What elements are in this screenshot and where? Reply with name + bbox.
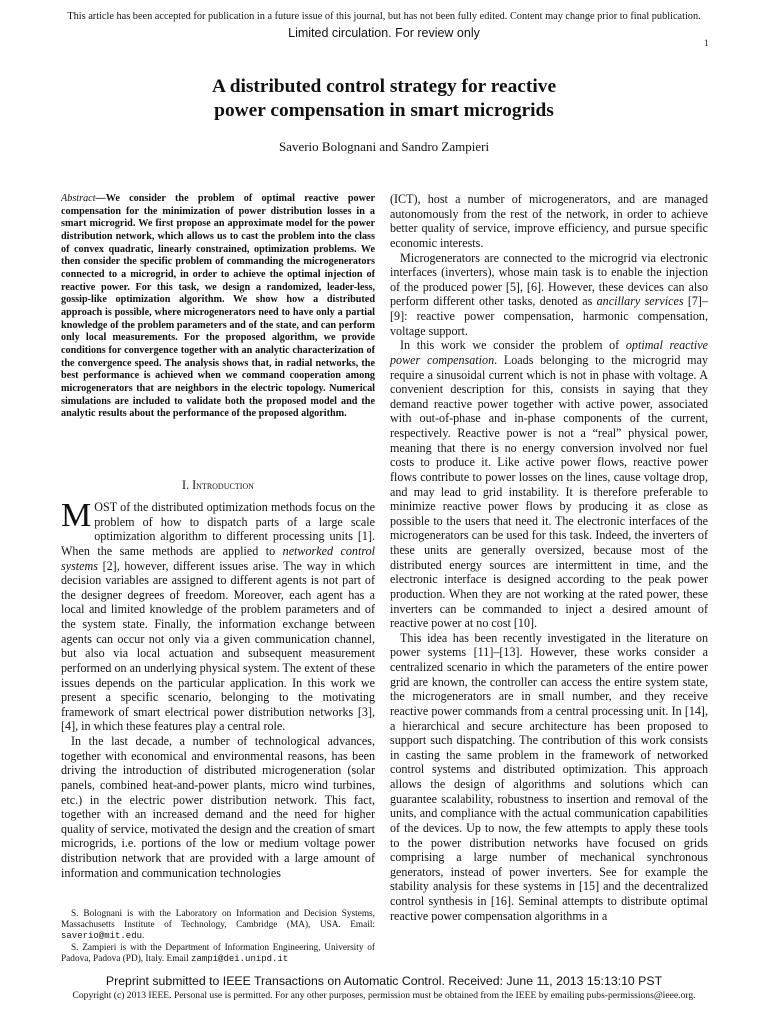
footnote-1-end: . [142,931,145,942]
intro-p4-text-b: [7]–[9]: reactive power compensation, harmonic compensation, voltage support. [390,294,709,338]
preprint-notice: Preprint submitted to IEEE Transactions on Automatic Control. Received: June 11, 2013 15:13:10 PST [105,974,663,988]
abstract-label: Abstract [61,193,96,204]
intro-paragraph-4 [390,251,708,339]
intro-p1-text-b: [2], however, different issues arise. The way in which decision variables are assigned to different agents is not part of the designer degrees of freedom. Moreover, each agent has a local and limited knowledge of the problem parameters and of the system state. Finally, the information exchange between agents can occur not only via a given communication channel, but also via local actuation and subsequent measurement performed on an underlying physical system. The extent of these issues depends on the particular application. In this work we present a specific scenario, belonging to the motivating framework of smart electrical power distribution networks [3], [4], in which these features play a central role. [61,558,375,734]
title-line-1: A distributed control strategy for reactive [211,76,557,97]
intro-paragraph-3: (ICT), host a number of microgenerators, and are managed autonomously from the rest of the network, in order to achieve better quality of service, improve efficiency, and pursue specific economic interests. [390,192,708,250]
intro-paragraph-1 [61,497,375,734]
intro-paragraph-5 [390,338,708,631]
section-title: Introduction [192,478,254,492]
introduction-right-column [390,192,708,923]
copyright-notice: Copyright (c) 2013 IEEE. Personal use is permitted. For any other purposes, permission must be obtained from the IEEE by emailing pubs-permissions@ieee.org. [72,990,696,1001]
publication-note: This article has been accepted for publication in a future issue of this journal, but has not been fully edited. Content may change prior to final publication. [67,11,701,22]
intro-paragraph-6: This idea has been recently investigated in the literature on power systems [11]–[13]. However, these works consider a centralized scenario in which the parameters of the entire power grid are known, the controller can access the entire system state, the microgenerators are in small number, and they receive reactive power commands from a central processing unit. In [14], a hierarchical and secure architecture has been proposed to support such dispatching. The contribution of this work consists in casting the same problem in the framework of networked control systems and distributed optimization. This approach allows the design of algorithms and solutions which can guarantee scalability, robustness to insertion and removal of the units, and compliance with the actual communication capabilities of the devices. Up to now, the few attempts to apply these tools to the power distribution networks have focused on grids comprising a large number of mechanical synchronous generators, instead of power inverters. See for example the stability analysis for these systems in [15] and the decentralized control synthesis in [16]. Seminal attempts to distribute optimal reactive power compensation algorithms in a [390,630,708,923]
page-number: 1 [704,38,709,48]
author-footnotes [61,909,375,965]
title-line-2: power compensation in smart microgrids [214,100,554,121]
emphasis-networked-control-systems: networked control systems [61,543,375,573]
section-heading-introduction [61,478,375,493]
intro-p5-text-b: . Loads belonging to the microgrid may require a sinusoidal current which is not in phase with voltage. A convenient description for this, consists in saying that they demand reactive power together with active power, associated with out-of-phase and in-phase components of the current, respectively. Reactive power is not a “real” physical power, meaning that there is no energy conversion involved nor fuel costs to produce it. Like active power flows, reactive power flows contribute to power losses on the lines, cause voltage drop, and may lead to grid instability. It is therefore preferable to minimize reactive power flows by producing it as close as possible to the users that need it. The electronic interfaces of the microgenerators can be used for this task. Indeed, the inverters of these units are generally oversized, because most of the distributed energy sources are intermittent in time, and the electronic interface is designed according to the peak power production. When they are not working at the rated power, these inverters can be commanded to inject a desired amount of reactive power at no cost [10]. [390,352,708,631]
circulation-notice: Limited circulation. For review only [288,26,480,40]
section-number: I. [182,478,193,492]
email-bolognani[interactable]: saverio@mit.edu [61,931,143,942]
abstract-text: —We consider the problem of optimal reactive power compensation for the minimization of power distribution losses in a smart microgrid. We first propose an approximate model for the power distribution network, which allows us to cast the problem into the class of convex quadratic, linearly constrained, optimization problems. We then consider the specific problem of commanding the microgenerators connected to a microgrid, in order to achieve the optimal injection of reactive power. For this task, we design a randomized, leader-less, gossip-like optimization algorithm. We show how a distributed approach is possible, where microgenerators need to have only a partial knowledge of the problem parameters and of the state, and can perform only local measurements. For the proposed algorithm, we provide conditions for convergence together with an analytic characterization of the convergence speed. The analysis shows that, in radial networks, the best performance is achieved when we command cooperation among microgenerators that are neighbors in the electric topology. Numerical simulations are included to validate both the proposed model and the analytic results about the performance of the proposed algorithm. [61,193,375,420]
intro-paragraph-2: In the last decade, a number of technological advances, together with economical and environmental reasons, has been driving the introduction of distributed microgeneration (solar panels, combined heat-and-power plants, micro wind turbines, etc.) in the electric power distribution network. This fact, together with an increased demand and the need for higher quality of service, motivated the design and the creation of smart microgrids, i.e. portions of the low or medium voltage power distribution network that are provided with a large amount of information and communication technologies [61,734,376,880]
footnote-zampieri [61,943,375,965]
footnote-2-text: S. Zampieri is with the Department of Information Engineering, University of Padova, Padova (PD), Italy. Email [61,942,375,964]
footnote-1-text: S. Bolognani is with the Laboratory on Information and Decision Systems, Massachusetts Institute of Technology, Cambridge (MA), USA. Email: [61,909,375,931]
intro-p4-text-a: Microgenerators are connected to the microgrid via electronic interfaces (inverters), whose main task is to enable the injection of the produced power [5], [6]. However, these devices can also perform different other tasks, denoted as [390,250,708,309]
email-zampieri[interactable]: zampi@dei.unipd.it [191,953,289,964]
drop-cap: M [61,497,92,534]
abstract [61,193,375,421]
introduction-left-column [61,497,376,880]
intro-p5-text-a: In this work we consider the problem of [400,338,626,353]
footnote-bolognani [61,909,375,943]
paper-title [0,75,768,123]
intro-p1-text-a: OST of the distributed optimization methods focus on the problem of how to dispatch parts of a large scale optimization algorithm to different processing units [1]. When the same methods are applied to [61,500,375,558]
emphasis-optimal-reactive-power-compensation: optimal reactive power compensation [390,338,708,367]
authors: Saverio Bolognani and Sandro Zampieri [278,139,490,154]
emphasis-ancillary-services: ancillary services [596,294,684,309]
